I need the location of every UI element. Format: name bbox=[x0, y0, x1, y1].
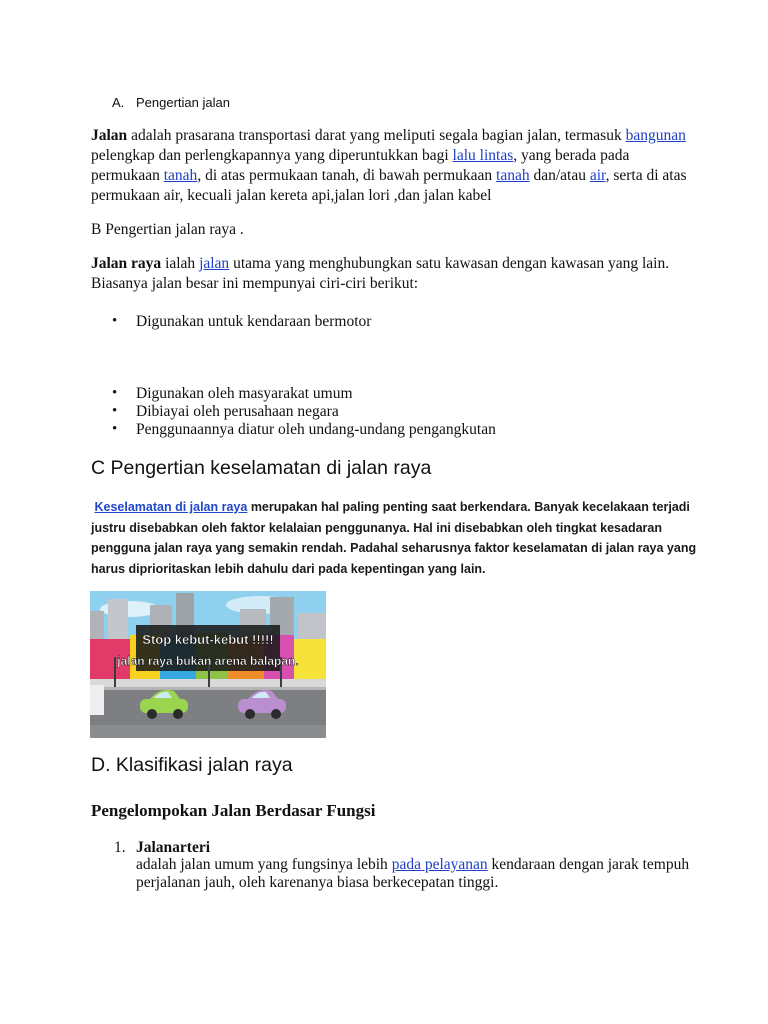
bullet-icon: • bbox=[112, 313, 118, 329]
text-run: pelengkap dan perlengkapannya yang diperuntukkan bagi bbox=[91, 147, 453, 164]
text-run: permukaan air, kecuali jalan kereta api,jalan lori ,dan jalan kabel bbox=[91, 187, 492, 204]
section-a-marker: A. bbox=[112, 95, 125, 110]
subheading-pengelompokan: Pengelompokan Jalan Berdasar Fungsi bbox=[91, 801, 376, 820]
text-run: merupakan hal paling penting saat berkendara. Banyak kecelakaan terjadi bbox=[247, 500, 690, 514]
banner-line-1: Stop kebut-kebut !!!!! bbox=[142, 632, 274, 647]
link-tanah-1[interactable]: tanah bbox=[163, 167, 198, 184]
section-d-title: D. Klasifikasi jalan raya bbox=[91, 754, 293, 776]
text-run: kendaraan dengan jarak tempuh bbox=[487, 856, 690, 873]
list-item: Penggunaannya diatur oleh undang-undang pengangkutan bbox=[136, 421, 496, 438]
bullet-icon: • bbox=[112, 421, 118, 437]
text-line: justru disebabkan oleh faktor kelalaian penggunanya. Hal ini disebabkan oleh tingkat kesadaran bbox=[91, 520, 662, 535]
link-jalan[interactable]: jalan bbox=[199, 255, 230, 272]
numbered-item-body bbox=[136, 856, 736, 892]
paragraph-jalan bbox=[91, 126, 731, 206]
text-run: , yang berada pada bbox=[513, 147, 630, 164]
text-line: harus diprioritaskan lebih dahulu dari pada kepentingan yang lain. bbox=[91, 561, 486, 576]
paragraph-jalan-raya bbox=[91, 254, 731, 294]
list-item: Dibiayai oleh perusahaan negara bbox=[136, 403, 339, 420]
text-run: dan/atau bbox=[529, 167, 590, 184]
list-item: Digunakan untuk kendaraan bermotor bbox=[136, 313, 372, 330]
text-run: adalah jalan umum yang fungsinya lebih bbox=[136, 856, 392, 873]
link-keselamatan[interactable]: Keselamatan di jalan raya bbox=[94, 500, 248, 514]
text-line: perjalanan jauh, oleh karenanya biasa berkecepatan tinggi. bbox=[136, 874, 499, 891]
term-jalan-raya: Jalan raya bbox=[91, 255, 162, 272]
list-number: 1. bbox=[114, 839, 126, 856]
list-item: Digunakan oleh masyarakat umum bbox=[136, 385, 353, 402]
text-run: , serta di atas bbox=[605, 167, 687, 184]
illustration-svg bbox=[90, 591, 326, 738]
text-run: Biasanya jalan besar ini mempunyai ciri-ciri berikut: bbox=[91, 275, 419, 292]
bullet-icon: • bbox=[112, 403, 118, 419]
text-run: , di atas permukaan tanah, di bawah permukaan bbox=[197, 167, 497, 184]
link-lalu-lintas[interactable]: lalu lintas bbox=[452, 147, 514, 164]
section-b-title: B Pengertian jalan raya . bbox=[91, 221, 244, 238]
link-pada-pelayanan[interactable]: pada pelayanan bbox=[391, 856, 488, 873]
paragraph-keselamatan bbox=[91, 497, 751, 579]
road-safety-illustration bbox=[90, 591, 326, 738]
link-air[interactable]: air bbox=[589, 167, 606, 184]
text-run: ialah bbox=[161, 255, 200, 272]
text-run: permukaan bbox=[91, 167, 164, 184]
section-c-title: C Pengertian keselamatan di jalan raya bbox=[91, 457, 432, 479]
banner-line-2: jalan raya bukan arena balapan. bbox=[117, 654, 299, 668]
text-run: adalah prasarana transportasi darat yang meliputi segala bagian jalan, termasuk bbox=[127, 127, 626, 144]
section-a-title: Pengertian jalan bbox=[136, 95, 230, 110]
bullet-icon: • bbox=[112, 385, 118, 401]
link-bangunan[interactable]: bangunan bbox=[625, 127, 686, 144]
text-run: utama yang menghubungkan satu kawasan dengan kawasan yang lain. bbox=[229, 255, 670, 272]
term-jalan: Jalan bbox=[91, 127, 128, 144]
link-tanah-2[interactable]: tanah bbox=[496, 167, 530, 184]
numbered-item-title: Jalanarteri bbox=[136, 839, 211, 856]
text-line: pengguna jalan raya yang semakin rendah. Padahal seharusnya faktor keselamatan di jalan raya yang bbox=[91, 541, 697, 555]
